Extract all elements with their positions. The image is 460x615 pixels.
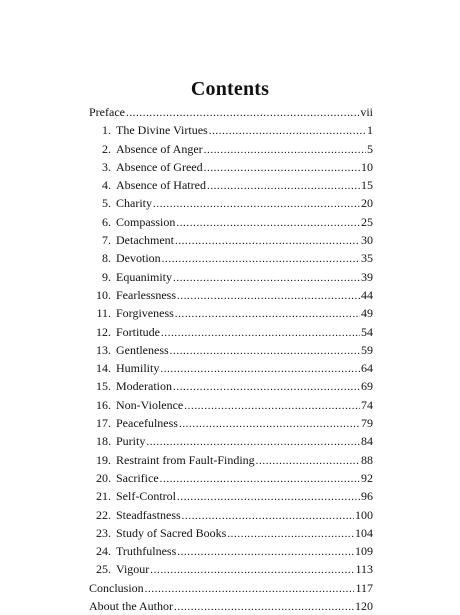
toc-entry-page-number: 104	[355, 525, 373, 540]
dot-leader	[204, 141, 366, 158]
toc-entry-number: 14.	[96, 361, 111, 376]
page-title: Contents	[190, 78, 270, 100]
toc-entry-title: Conclusion	[89, 580, 144, 595]
dot-leader	[162, 250, 360, 267]
toc-entry-title: Self-Control	[116, 489, 176, 504]
toc-entry-page-number: 1	[367, 123, 373, 138]
toc-entry-number: 19.	[96, 452, 111, 467]
dot-leader	[256, 452, 360, 469]
toc-entry[interactable]	[89, 268, 373, 286]
toc-entry-title: Fearlessness	[116, 287, 176, 302]
toc-entry-number: 3.	[102, 159, 111, 174]
toc-entry[interactable]	[89, 158, 373, 176]
toc-entry[interactable]	[89, 176, 373, 194]
toc-entry-page-number: 30	[361, 233, 373, 248]
toc-entry[interactable]	[89, 579, 373, 597]
toc-entry-number: 1.	[102, 123, 111, 138]
toc-entry-number: 16.	[96, 397, 111, 412]
toc-entry-title: Forgiveness	[116, 306, 174, 321]
dot-leader	[175, 305, 360, 322]
dot-leader	[146, 433, 360, 450]
toc-entry-number: 8.	[102, 251, 111, 266]
toc-entry[interactable]	[89, 396, 373, 414]
toc-entry[interactable]	[89, 286, 373, 304]
dot-leader	[182, 507, 354, 524]
toc-entry[interactable]	[89, 414, 373, 432]
toc-entry-title: Vigour	[116, 562, 150, 577]
toc-entry-title: Preface	[89, 105, 125, 119]
toc-entry-title: Absence of Anger	[116, 141, 203, 156]
toc-entry-page-number: 92	[361, 470, 373, 485]
dot-leader	[204, 159, 360, 176]
table-of-contents	[89, 103, 373, 615]
toc-entry-page-number: 25	[361, 214, 373, 229]
toc-entry[interactable]	[89, 341, 373, 359]
toc-entry-page-number: 79	[361, 416, 373, 431]
toc-entry-page-number: vii	[360, 105, 373, 119]
toc-entry-page-number: 5	[367, 141, 373, 156]
dot-leader	[150, 561, 354, 578]
toc-entry-page-number: 113	[355, 562, 373, 577]
dot-leader	[176, 214, 360, 231]
toc-entry-page-number: 20	[361, 196, 373, 211]
toc-entry-title: Detachment	[116, 233, 174, 248]
toc-entry-page-number: 100	[355, 507, 373, 522]
toc-entry[interactable]	[89, 213, 373, 231]
toc-entry-title: Compassion	[116, 214, 176, 229]
toc-entry-number: 5.	[102, 196, 111, 211]
toc-entry[interactable]	[89, 121, 373, 139]
toc-entry-page-number: 109	[355, 544, 373, 559]
dot-leader	[179, 415, 360, 432]
toc-entry-number: 15.	[96, 379, 111, 394]
toc-entry-number: 13.	[96, 342, 111, 357]
toc-entry-number: 4.	[102, 178, 111, 193]
toc-entry-page-number: 88	[361, 452, 373, 467]
toc-entry-page-number: 120	[355, 599, 373, 614]
toc-entry-page-number: 69	[361, 379, 373, 394]
dot-leader	[174, 598, 354, 615]
toc-entry-page-number: 10	[361, 159, 373, 174]
dot-leader	[227, 525, 354, 542]
toc-entry[interactable]	[89, 487, 373, 505]
toc-entry-title: Purity	[116, 434, 146, 449]
toc-entry-number: 20.	[96, 470, 111, 485]
dot-leader	[173, 378, 360, 395]
toc-entry-page-number: 84	[361, 434, 373, 449]
dot-leader	[126, 104, 359, 121]
toc-entry-number: 2.	[102, 141, 111, 156]
toc-entry-title: Fortitude	[116, 324, 160, 339]
toc-entry-title: Charity	[116, 196, 152, 211]
toc-entry-number: 22.	[96, 507, 111, 522]
dot-leader	[170, 342, 360, 359]
toc-entry[interactable]	[89, 231, 373, 249]
toc-entry[interactable]	[89, 542, 373, 560]
toc-entry-page-number: 54	[361, 324, 373, 339]
dot-leader	[184, 397, 360, 414]
toc-entry-title: Gentleness	[116, 342, 169, 357]
toc-entry[interactable]	[89, 323, 373, 341]
dot-leader	[160, 360, 360, 377]
toc-entry-title: Steadfastness	[116, 507, 181, 522]
toc-entry-page-number: 15	[361, 178, 373, 193]
dot-leader	[173, 269, 360, 286]
dot-leader	[153, 195, 360, 212]
dot-leader	[209, 122, 366, 139]
toc-entry-number: 18.	[96, 434, 111, 449]
toc-entry[interactable]	[89, 432, 373, 450]
toc-entry-number: 12.	[96, 324, 111, 339]
toc-entry-page-number: 96	[361, 489, 373, 504]
dot-leader	[177, 287, 360, 304]
toc-entry[interactable]	[89, 103, 373, 121]
dot-leader	[177, 543, 354, 560]
toc-entry-number: 23.	[96, 525, 111, 540]
toc-entry[interactable]	[89, 469, 373, 487]
toc-entry-page-number: 59	[361, 342, 373, 357]
toc-entry-page-number: 117	[355, 580, 373, 595]
toc-entry-number: 21.	[96, 489, 111, 504]
toc-entry-title: Humility	[116, 361, 160, 376]
toc-entry-number: 7.	[102, 233, 111, 248]
toc-entry[interactable]	[89, 597, 373, 615]
toc-entry-number: 24.	[96, 544, 111, 559]
toc-entry-title: About the Author	[89, 599, 173, 614]
toc-entry-title: The Divine Virtues	[116, 123, 208, 138]
toc-entry-page-number: 49	[361, 306, 373, 321]
toc-entry-title: Restraint from Fault-Finding	[116, 452, 255, 467]
toc-entry-title: Non-Violence	[116, 397, 184, 412]
toc-entry-title: Truthfulness	[116, 544, 177, 559]
toc-entry-page-number: 44	[361, 287, 373, 302]
dot-leader	[160, 470, 360, 487]
toc-entry-title: Study of Sacred Books	[116, 525, 227, 540]
toc-entry-number: 17.	[96, 416, 111, 431]
toc-entry[interactable]	[89, 194, 373, 212]
toc-entry-page-number: 64	[361, 361, 373, 376]
toc-entry-title: Devotion	[116, 251, 161, 266]
toc-entry-title: Absence of Hatred	[116, 178, 206, 193]
toc-entry[interactable]	[89, 524, 373, 542]
dot-leader	[145, 580, 355, 597]
toc-entry-page-number: 74	[361, 397, 373, 412]
toc-entry[interactable]	[89, 451, 373, 469]
toc-entry[interactable]	[89, 560, 373, 578]
toc-entry-number: 11.	[96, 306, 111, 321]
toc-entry-number: 25.	[96, 562, 111, 577]
toc-entry-title: Sacrifice	[116, 470, 159, 485]
toc-entry-number: 9.	[102, 269, 111, 284]
toc-entry-title: Moderation	[116, 379, 172, 394]
toc-entry[interactable]	[89, 359, 373, 377]
toc-entry-page-number: 39	[361, 269, 373, 284]
dot-leader	[175, 232, 360, 249]
dot-leader	[161, 324, 360, 341]
toc-entry-title: Equanimity	[116, 269, 172, 284]
toc-entry[interactable]	[89, 506, 373, 524]
toc-entry-title: Absence of Greed	[116, 159, 203, 174]
toc-entry-number: 10.	[96, 287, 111, 302]
toc-entry-number: 6.	[102, 214, 111, 229]
dot-leader	[207, 177, 360, 194]
toc-entry-title: Peacefulness	[116, 416, 178, 431]
toc-entry[interactable]	[89, 377, 373, 395]
toc-entry[interactable]	[89, 304, 373, 322]
toc-entry[interactable]	[89, 140, 373, 158]
toc-entry[interactable]	[89, 249, 373, 267]
toc-entry-page-number: 35	[361, 251, 373, 266]
dot-leader	[177, 488, 360, 505]
